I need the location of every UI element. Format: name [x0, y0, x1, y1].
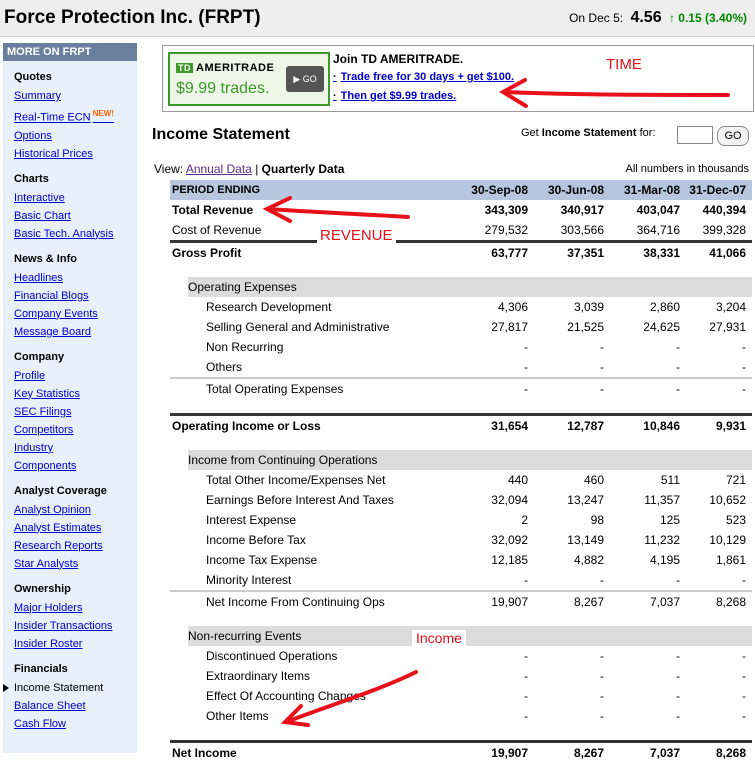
company-title: Force Protection Inc. (FRPT) [4, 7, 261, 29]
cell-value: 37,351 [534, 242, 610, 264]
cell-value: - [686, 337, 752, 357]
period-ending-label: PERIOD ENDING [170, 180, 456, 200]
nav-summary[interactable]: Summary [14, 87, 137, 105]
cell-value: 7,037 [610, 742, 686, 763]
cell-value: 4,195 [610, 550, 686, 570]
row-label: Earnings Before Interest And Taxes [170, 490, 456, 510]
cell-value: 364,716 [610, 220, 686, 242]
ad-link2-text: Then get $9.99 trades. [341, 90, 457, 102]
cell-value: 440 [456, 470, 534, 490]
cell-value: 125 [610, 510, 686, 530]
quarterly-data-label: Quarterly Data [262, 162, 345, 176]
nav-section-analyst [3, 485, 137, 573]
nav-cash-flow[interactable]: Cash Flow [14, 715, 137, 733]
table-row-others [170, 357, 752, 378]
nav-major-holders[interactable]: Major Holders [14, 599, 137, 617]
table-header-row [170, 180, 752, 200]
get-label-pre: Get [521, 127, 539, 139]
spacer-row [170, 399, 752, 415]
td-logo-mark: TD [176, 63, 193, 73]
sidebar [3, 43, 137, 753]
cell-value: 2 [456, 510, 534, 530]
spacer-row [170, 612, 752, 626]
cell-value: - [456, 686, 534, 706]
row-label: Total Revenue [170, 200, 456, 220]
ad-brand [176, 62, 274, 74]
cell-value: 3,204 [686, 297, 752, 317]
page-title: Income Statement [152, 126, 290, 144]
ad-headline: Join TD AMERITRADE. [333, 52, 463, 66]
get-label-bold: Income Statement [542, 127, 637, 139]
nav-industry[interactable]: Industry [14, 439, 137, 457]
nav-section-title: Financials [14, 663, 137, 675]
nav-section-company [3, 351, 137, 475]
cell-value: 4,882 [534, 550, 610, 570]
column-header: 31-Dec-07 [686, 180, 752, 200]
row-label: Net Income [170, 742, 456, 763]
row-label: Cost of Revenue [170, 220, 456, 242]
cell-value: - [456, 706, 534, 726]
cell-value: - [610, 706, 686, 726]
table-row-ebit [170, 490, 752, 510]
cell-value: - [534, 570, 610, 591]
cell-value: - [686, 666, 752, 686]
cell-value: - [610, 646, 686, 666]
table-row-discontinued-operations [170, 646, 752, 666]
cell-value: 12,787 [534, 415, 610, 437]
cell-value: 3,039 [534, 297, 610, 317]
cell-value: - [610, 666, 686, 686]
ad-link1-text: Trade free for 30 days + get $100. [341, 71, 514, 83]
cell-value: - [456, 337, 534, 357]
cell-value: 460 [534, 470, 610, 490]
table-row-interest-expense [170, 510, 752, 530]
cell-value: 399,328 [686, 220, 752, 242]
row-label: Interest Expense [170, 510, 456, 530]
nav-headlines[interactable]: Headlines [14, 269, 137, 287]
nav-section-title: Analyst Coverage [14, 485, 137, 497]
view-selector [154, 162, 344, 176]
table-row-other-items [170, 706, 752, 726]
nav-insider-transactions[interactable]: Insider Transactions [14, 617, 137, 635]
row-label: Operating Income or Loss [170, 415, 456, 437]
new-badge: NEW! [93, 109, 114, 118]
nav-analyst-opinion[interactable]: Analyst Opinion [14, 501, 137, 519]
ad-price: $9.99 trades. [176, 80, 269, 98]
table-row-non-recurring [170, 337, 752, 357]
quote-date: On Dec 5: [569, 11, 623, 25]
table-row-gross-profit [170, 242, 752, 264]
sidebar-title: MORE ON FRPT [3, 43, 137, 61]
cell-value: - [456, 666, 534, 686]
nav-section-title: News & Info [14, 253, 137, 265]
group-operating-expenses [170, 277, 752, 297]
bullet-icon: · [333, 90, 337, 102]
nav-profile[interactable]: Profile [14, 367, 137, 385]
cell-value: 21,525 [534, 317, 610, 337]
nav-section-title: Charts [14, 173, 137, 185]
group-label: Non-recurring Events [170, 626, 752, 646]
cell-value: 523 [686, 510, 752, 530]
cell-value: - [610, 337, 686, 357]
cell-value: 19,907 [456, 742, 534, 763]
cell-value: 4,306 [456, 297, 534, 317]
table-row-research-development [170, 297, 752, 317]
get-label-post: for: [640, 127, 656, 139]
cell-value: 403,047 [610, 200, 686, 220]
row-label: Income Tax Expense [170, 550, 456, 570]
spacer-cell [170, 726, 752, 742]
group-continuing-operations [170, 450, 752, 470]
nav-section-charts [3, 173, 137, 243]
cell-value: - [456, 378, 534, 399]
bullet-icon: · [333, 71, 337, 83]
go-button[interactable]: GO [717, 126, 749, 146]
row-label: Income Before Tax [170, 530, 456, 550]
cell-value: 10,129 [686, 530, 752, 550]
row-label: Other Items [170, 706, 456, 726]
cell-value: 24,625 [610, 317, 686, 337]
cell-value: - [686, 570, 752, 591]
row-label: Non Recurring [170, 337, 456, 357]
annual-data-link[interactable]: Annual Data [186, 162, 252, 176]
table-row-accounting-changes [170, 686, 752, 706]
annotation-time: TIME [606, 56, 642, 73]
nav-message-board[interactable]: Message Board [14, 323, 137, 341]
nav-basic-tech-analysis[interactable]: Basic Tech. Analysis [14, 225, 137, 243]
row-label: Minority Interest [170, 570, 456, 591]
cell-value: 340,917 [534, 200, 610, 220]
ad-link-trade-free[interactable] [333, 71, 514, 83]
cell-value: 27,817 [456, 317, 534, 337]
quote-header [0, 0, 755, 37]
nav-components[interactable]: Components [14, 457, 137, 475]
table-row-net-income-continuing [170, 591, 752, 612]
cell-value: 9,931 [686, 415, 752, 437]
ad-go-button[interactable] [286, 66, 324, 92]
cell-value: - [534, 686, 610, 706]
spacer-row [170, 436, 752, 450]
table-row-extraordinary-items [170, 666, 752, 686]
nav-section-title: Ownership [14, 583, 137, 595]
row-label: Research Development [170, 297, 456, 317]
spacer-cell [170, 263, 752, 277]
group-label: Income from Continuing Operations [170, 450, 752, 470]
table-row-total-operating-expenses [170, 378, 752, 399]
cell-value: - [534, 646, 610, 666]
nav-research-reports[interactable]: Research Reports [14, 537, 137, 555]
nav-competitors[interactable]: Competitors [14, 421, 137, 439]
nav-insider-roster[interactable]: Insider Roster [14, 635, 137, 653]
table-row-total-revenue [170, 200, 752, 220]
cell-value: 8,267 [534, 742, 610, 763]
cell-value: - [534, 357, 610, 378]
nav-income-statement-current: Income Statement [14, 679, 137, 697]
spacer-cell [170, 436, 752, 450]
cell-value: 721 [686, 470, 752, 490]
cell-value: 11,232 [610, 530, 686, 550]
spacer-cell [170, 399, 752, 415]
table-row-operating-income [170, 415, 752, 437]
table-row-total-other-income [170, 470, 752, 490]
spacer-row [170, 726, 752, 742]
cell-value: 32,094 [456, 490, 534, 510]
row-label: Net Income From Continuing Ops [170, 591, 456, 612]
cell-value: 27,931 [686, 317, 752, 337]
income-statement-table [152, 180, 752, 763]
cell-value: 279,532 [456, 220, 534, 242]
quote-price: 4.56 [630, 9, 661, 26]
cell-value: - [686, 686, 752, 706]
quote-change: 0.15 (3.40%) [678, 11, 747, 25]
table-row-cost-of-revenue [170, 220, 752, 242]
cell-value: 13,247 [534, 490, 610, 510]
cell-value: - [534, 337, 610, 357]
nav-real-time-ecn[interactable] [14, 105, 137, 127]
cell-value: 8,268 [686, 742, 752, 763]
cell-value: - [534, 666, 610, 686]
cell-value: - [534, 378, 610, 399]
nav-star-analysts[interactable]: Star Analysts [14, 555, 137, 573]
cell-value: 8,268 [686, 591, 752, 612]
row-label: Discontinued Operations [170, 646, 456, 666]
cell-value: 98 [534, 510, 610, 530]
nav-section-ownership [3, 583, 137, 653]
column-header: 30-Sep-08 [456, 180, 534, 200]
units-note: All numbers in thousands [625, 163, 749, 175]
nav-company-events[interactable]: Company Events [14, 305, 137, 323]
cell-value: - [686, 706, 752, 726]
view-separator: | [255, 162, 258, 176]
nav-basic-chart[interactable]: Basic Chart [14, 207, 137, 225]
table-row-income-before-tax [170, 530, 752, 550]
nav-sec-filings[interactable]: SEC Filings [14, 403, 137, 421]
get-statement-label [521, 127, 656, 139]
nav-key-statistics[interactable]: Key Statistics [14, 385, 137, 403]
nav-historical-prices[interactable]: Historical Prices [14, 145, 137, 163]
play-icon: ▶ [293, 74, 300, 84]
table-row-minority-interest [170, 570, 752, 591]
table-row-net-income [170, 742, 752, 763]
row-label: Others [170, 357, 456, 378]
cell-value: 1,861 [686, 550, 752, 570]
cell-value: - [610, 570, 686, 591]
annotation-income: Income [412, 630, 466, 646]
column-header: 30-Jun-08 [534, 180, 610, 200]
cell-value: 440,394 [686, 200, 752, 220]
cell-value: - [456, 646, 534, 666]
row-label: Gross Profit [170, 242, 456, 264]
cell-value: - [686, 646, 752, 666]
ameritrade-logo[interactable] [168, 52, 330, 106]
cell-value: - [686, 357, 752, 378]
cell-value: 343,309 [456, 200, 534, 220]
row-label: Extraordinary Items [170, 666, 456, 686]
cell-value: 41,066 [686, 242, 752, 264]
ticker-input[interactable] [677, 126, 713, 144]
cell-value: 303,566 [534, 220, 610, 242]
cell-value: 2,860 [610, 297, 686, 317]
nav-financial-blogs[interactable]: Financial Blogs [14, 287, 137, 305]
cell-value: 38,331 [610, 242, 686, 264]
view-label: View: [154, 162, 183, 176]
cell-value: - [686, 378, 752, 399]
nav-section-quotes [3, 71, 137, 163]
ad-brand-name: AMERITRADE [196, 62, 274, 74]
cell-value: 13,149 [534, 530, 610, 550]
cell-value: 7,037 [610, 591, 686, 612]
cell-value: - [534, 706, 610, 726]
nav-section-title: Company [14, 351, 137, 363]
spacer-row [170, 263, 752, 277]
up-arrow-icon: ↑ [669, 11, 675, 25]
ad-banner[interactable] [162, 45, 754, 112]
cell-value: - [456, 570, 534, 591]
row-label: Selling General and Administrative [170, 317, 456, 337]
nav-section-financials [3, 663, 137, 733]
cell-value: - [610, 357, 686, 378]
nav-real-time-ecn-label: Real-Time ECN [14, 112, 91, 124]
table-row-sga [170, 317, 752, 337]
cell-value: 31,654 [456, 415, 534, 437]
cell-value: - [610, 686, 686, 706]
nav-section-news [3, 253, 137, 341]
cell-value: 32,092 [456, 530, 534, 550]
row-label: Total Operating Expenses [170, 378, 456, 399]
spacer-cell [170, 612, 752, 626]
ad-go-label: GO [303, 74, 317, 84]
annotation-revenue: REVENUE [317, 227, 396, 244]
cell-value: 8,267 [534, 591, 610, 612]
nav-interactive[interactable]: Interactive [14, 189, 137, 207]
nav-analyst-estimates[interactable]: Analyst Estimates [14, 519, 137, 537]
cell-value: 12,185 [456, 550, 534, 570]
cell-value: 19,907 [456, 591, 534, 612]
nav-options[interactable]: Options [14, 127, 137, 145]
cell-value: - [456, 357, 534, 378]
group-label: Operating Expenses [170, 277, 752, 297]
nav-section-title: Quotes [14, 71, 137, 83]
cell-value: - [610, 378, 686, 399]
ad-link-then-get[interactable] [333, 90, 456, 102]
quote-summary [569, 9, 747, 27]
cell-value: 10,846 [610, 415, 686, 437]
cell-value: 63,777 [456, 242, 534, 264]
cell-value: 511 [610, 470, 686, 490]
row-label: Effect Of Accounting Changes [170, 686, 456, 706]
cell-value: 11,357 [610, 490, 686, 510]
row-label: Total Other Income/Expenses Net [170, 470, 456, 490]
nav-balance-sheet[interactable]: Balance Sheet [14, 697, 137, 715]
column-header: 31-Mar-08 [610, 180, 686, 200]
cell-value: 10,652 [686, 490, 752, 510]
table-row-income-tax-expense [170, 550, 752, 570]
